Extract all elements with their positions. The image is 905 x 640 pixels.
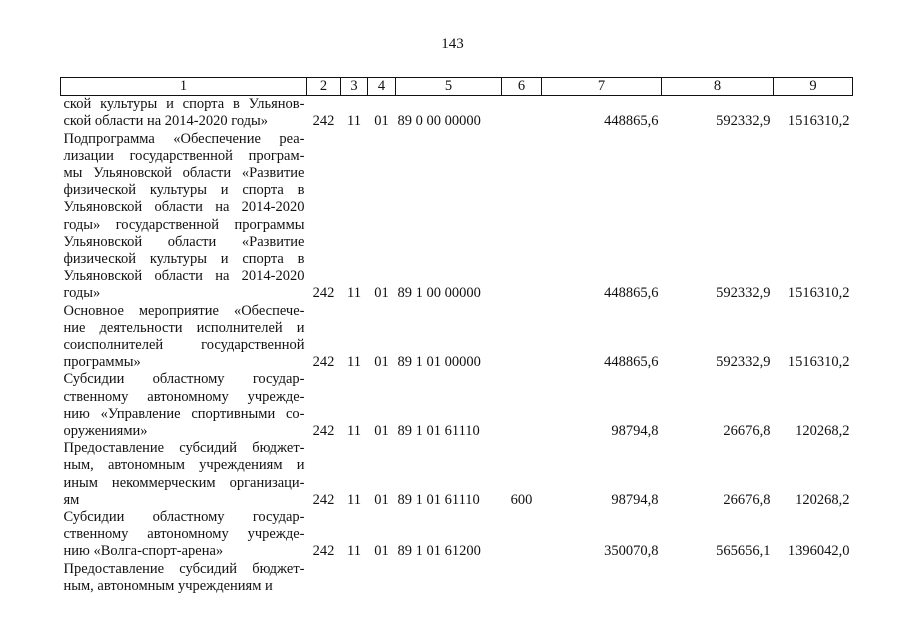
column-header-6: 6: [502, 78, 542, 96]
target-article-code: 89 0 00 00000: [397, 113, 481, 130]
rz-code: 242: [312, 491, 335, 508]
table-row: [61, 131, 853, 303]
amount-col-8: 26676,8: [723, 491, 771, 508]
description-line: Субсидии областному государ-: [63, 509, 305, 526]
page-number: 143: [441, 36, 464, 52]
expense-type-code: 600: [510, 491, 533, 508]
amount-col-9: 120268,2: [795, 423, 850, 440]
description-line: программы»: [63, 354, 141, 371]
row-description: [61, 371, 307, 440]
description-line: физической культуры и спорта в: [63, 251, 305, 268]
amount-col-7: 98794,8: [611, 423, 659, 440]
amount-col-8: [662, 561, 774, 595]
table-row: [61, 509, 853, 561]
expense-type-code: [502, 371, 542, 440]
expense-type-code: [502, 561, 542, 595]
description-line: Основное мероприятие «Обеспече-: [63, 302, 305, 319]
rz-code: 242: [312, 285, 335, 302]
description-line: ской культуры и спорта в Ульянов-: [63, 96, 305, 113]
budget-table: [60, 77, 853, 595]
column-header-3: 3: [341, 78, 368, 96]
column-header-1: 1: [61, 78, 307, 96]
amount-col-9: 1516310,2: [787, 354, 850, 371]
description-line: Предоставление субсидий бюджет-: [63, 440, 305, 457]
description-line: Ульяновской области на 2014-2020: [63, 199, 305, 216]
section-code: 11: [347, 354, 361, 371]
amount-col-9: 120268,2: [795, 491, 850, 508]
description-line: годы»: [63, 285, 101, 302]
table-header: [61, 78, 853, 96]
row-description: [61, 561, 307, 595]
row-description: [61, 509, 307, 561]
subsection-code: 01: [374, 285, 389, 302]
target-article-code: 89 1 01 61110: [397, 491, 480, 508]
description-line: ным, автономным учреждениям и: [63, 457, 305, 474]
table-row: [61, 440, 853, 509]
description-line: годы» государственной программы: [63, 216, 305, 233]
amount-col-8: 565656,1: [716, 543, 771, 560]
amount-col-7: [542, 561, 662, 595]
amount-col-9: 1516310,2: [787, 113, 850, 130]
rz-code: 242: [312, 113, 335, 130]
table-row: [61, 303, 853, 372]
header-row: [61, 78, 853, 96]
target-article-code: 89 1 01 00000: [397, 354, 481, 371]
row-description: [61, 131, 307, 303]
column-header-8: 8: [662, 78, 774, 96]
subsection-code: 01: [374, 491, 389, 508]
amount-col-8: 592332,9: [716, 285, 771, 302]
table-row: [61, 371, 853, 440]
description-line: ственному автономному учрежде-: [63, 388, 305, 405]
rz-code: 242: [312, 423, 335, 440]
section-code: 11: [347, 543, 361, 560]
subsection-code: [368, 561, 396, 595]
description-line: ным, автономным учреждениям и: [63, 577, 273, 594]
column-header-7: 7: [542, 78, 662, 96]
expense-type-code: [502, 303, 542, 372]
table-body: [61, 96, 853, 595]
description-line: Предоставление субсидий бюджет-: [63, 560, 305, 577]
description-line: Подпрограмма «Обеспечение реа-: [63, 130, 305, 147]
description-line: физической культуры и спорта в: [63, 182, 305, 199]
amount-col-8: 26676,8: [723, 423, 771, 440]
description-line: соисполнителей государственной: [63, 337, 305, 354]
description-line: ственному автономному учрежде-: [63, 526, 305, 543]
description-line: ние деятельности исполнителей и: [63, 319, 305, 336]
description-line: оружениями»: [63, 423, 148, 440]
row-description: [61, 96, 307, 131]
target-article-code: 89 1 01 61200: [397, 543, 481, 560]
section-code: 11: [347, 285, 361, 302]
column-header-9: 9: [774, 78, 853, 96]
amount-col-9: 1396042,0: [787, 543, 850, 560]
row-description: [61, 303, 307, 372]
target-article-code: 89 1 01 61110: [397, 423, 480, 440]
amount-col-7: 350070,8: [604, 543, 659, 560]
amount-col-7: 448865,6: [604, 354, 659, 371]
subsection-code: 01: [374, 423, 389, 440]
section-code: [341, 561, 368, 595]
rz-code: 242: [312, 543, 335, 560]
section-code: 11: [347, 113, 361, 130]
description-line: Ульяновской области «Развитие: [63, 233, 305, 250]
description-line: ской области на 2014-2020 годы»: [63, 113, 269, 130]
table-row: [61, 561, 853, 595]
amount-col-7: 98794,8: [611, 491, 659, 508]
rz-code: 242: [312, 354, 335, 371]
description-line: ям: [63, 491, 80, 508]
description-line: нию «Управление спортивными со-: [63, 405, 305, 422]
description-line: Субсидии областному государ-: [63, 371, 305, 388]
subsection-code: 01: [374, 354, 389, 371]
column-header-4: 4: [368, 78, 396, 96]
expense-type-code: [502, 131, 542, 303]
description-line: иным некоммерческим организаци-: [63, 474, 305, 491]
section-code: 11: [347, 491, 361, 508]
amount-col-9: 1516310,2: [787, 285, 850, 302]
target-article-code: [396, 561, 502, 595]
amount-col-9: [774, 561, 853, 595]
expense-type-code: [502, 96, 542, 131]
section-code: 11: [347, 423, 361, 440]
subsection-code: 01: [374, 543, 389, 560]
subsection-code: 01: [374, 113, 389, 130]
column-header-2: 2: [307, 78, 341, 96]
amount-col-7: 448865,6: [604, 113, 659, 130]
description-line: Ульяновской области на 2014-2020: [63, 268, 305, 285]
amount-col-7: 448865,6: [604, 285, 659, 302]
column-header-5: 5: [396, 78, 502, 96]
table-row: [61, 96, 853, 131]
amount-col-8: 592332,9: [716, 113, 771, 130]
amount-col-8: 592332,9: [716, 354, 771, 371]
description-line: лизации государственной програм-: [63, 147, 305, 164]
row-description: [61, 440, 307, 509]
expense-type-code: [502, 509, 542, 561]
target-article-code: 89 1 00 00000: [397, 285, 481, 302]
rz-code: [307, 561, 341, 595]
description-line: нию «Волга-спорт-арена»: [63, 543, 224, 560]
description-line: мы Ульяновской области «Развитие: [63, 165, 305, 182]
